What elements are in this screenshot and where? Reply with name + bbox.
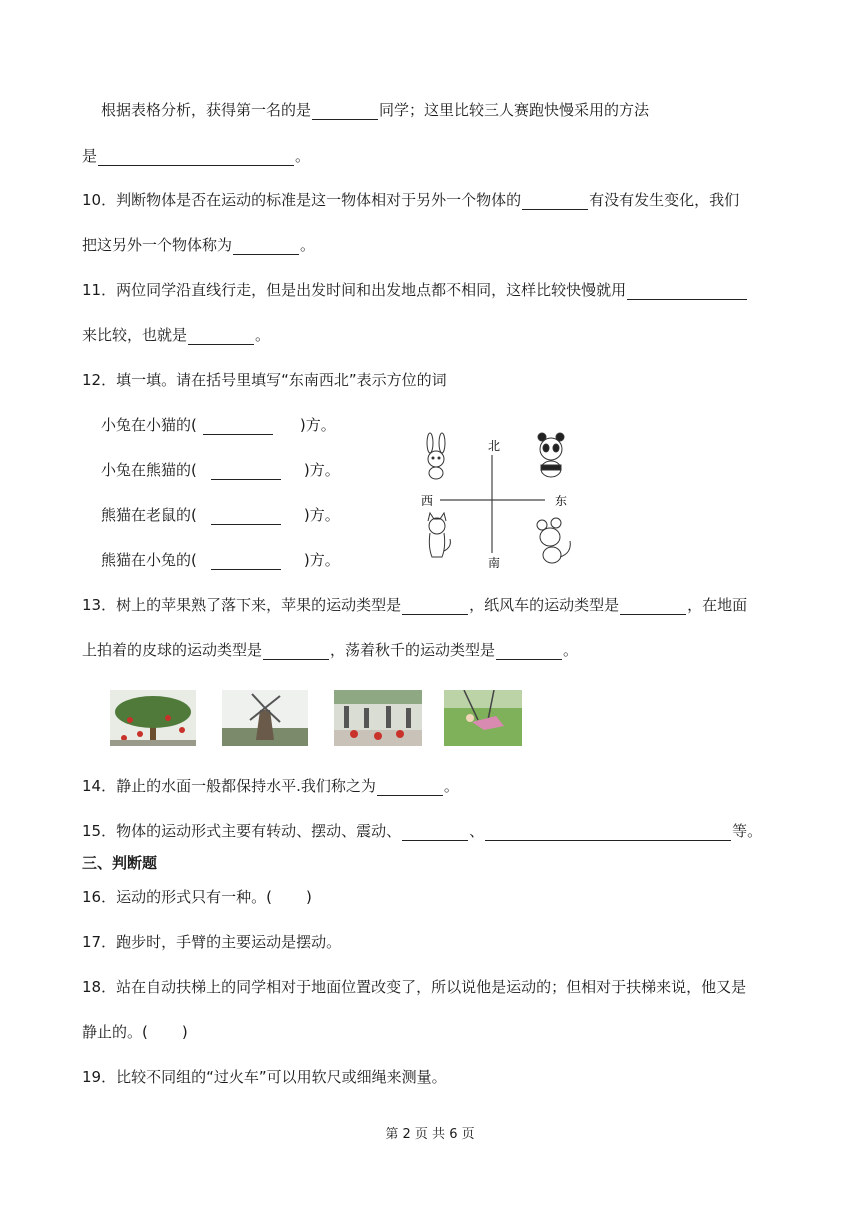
q17-line: 17．跑步时，手臂的主要运动是摆动。 bbox=[82, 933, 342, 951]
q15-text: 15．物体的运动形式主要有转动、摆动、震动、 bbox=[82, 822, 402, 840]
q10-text: 。 bbox=[300, 236, 316, 254]
q11-line-2 bbox=[82, 325, 270, 345]
q12-blank-3[interactable] bbox=[211, 508, 281, 525]
q9-line-2 bbox=[82, 146, 310, 166]
q10-blank-2[interactable] bbox=[233, 238, 299, 255]
q9-text: 同学；这里比较三人赛跑快慢采用的方法 bbox=[379, 101, 650, 119]
q16-line bbox=[82, 887, 312, 907]
compass-diagram bbox=[410, 425, 590, 575]
q13-text: ，荡着秋千的运动类型是 bbox=[330, 641, 496, 659]
q10-text: 把这另外一个物体称为 bbox=[82, 236, 233, 254]
q12-row-text: 熊猫在老鼠的( bbox=[101, 506, 197, 524]
west-label: 西 bbox=[420, 494, 434, 508]
q13-text: 。 bbox=[563, 641, 579, 659]
q13-blank-4[interactable] bbox=[496, 643, 562, 660]
rabbit-icon bbox=[427, 433, 445, 479]
q19-line: 19．比较不同组的“过火车”可以用软尺或细绳来测量。 bbox=[82, 1068, 447, 1086]
q12-title: 12．填一填。请在括号里填写“东南西北”表示方位的词 bbox=[82, 371, 447, 389]
q13-blank-3[interactable] bbox=[263, 643, 329, 660]
q13-text: 上拍着的皮球的运动类型是 bbox=[82, 641, 263, 659]
q9-blank-1[interactable] bbox=[312, 103, 378, 120]
q13-text: ，在地面 bbox=[687, 596, 748, 614]
q10-text: 有没有发生变化，我们 bbox=[589, 191, 740, 209]
q12-row-text: )方。 bbox=[303, 506, 340, 524]
apple-tree-photo bbox=[110, 690, 196, 746]
q11-text: 11．两位同学沿直线行走，但是出发时间和出发地点都不相同，这样比较快慢就用 bbox=[82, 281, 627, 299]
q12-row-text: )方。 bbox=[303, 461, 340, 479]
q11-text: 来比较，也就是 bbox=[82, 326, 188, 344]
q11-blank-1[interactable] bbox=[627, 283, 747, 300]
q12-row bbox=[101, 550, 340, 570]
page-footer: 第 2 页 共 6 页 bbox=[385, 1127, 475, 1142]
q12-blank-2[interactable] bbox=[211, 463, 281, 480]
q9-text: 根据表格分析，获得第一名的是 bbox=[101, 101, 312, 119]
q13-text: ，纸风车的运动类型是 bbox=[469, 596, 620, 614]
q13-line-1 bbox=[82, 595, 747, 615]
q12-row-text: )方。 bbox=[303, 551, 340, 569]
q18-line-1: 18．站在自动扶梯上的同学相对于地面位置改变了，所以说他是运动的；但相对于扶梯来说，他又是 bbox=[82, 978, 747, 996]
mouse-icon bbox=[537, 518, 570, 563]
cat-icon bbox=[428, 513, 450, 557]
q12-row-text: 熊猫在小兔的( bbox=[101, 551, 197, 569]
q13-blank-2[interactable] bbox=[620, 598, 686, 615]
section-heading: 三、判断题 bbox=[82, 854, 158, 872]
q16-text: ) bbox=[305, 888, 312, 906]
south-label: 南 bbox=[487, 556, 501, 570]
q15-blank-2[interactable] bbox=[485, 824, 731, 841]
q13-line-2 bbox=[82, 640, 578, 660]
q15-blank-1[interactable] bbox=[402, 824, 468, 841]
q9-text: 。 bbox=[295, 147, 311, 165]
q18-text: ) bbox=[181, 1023, 188, 1041]
q13-blank-1[interactable] bbox=[402, 598, 468, 615]
q14-text: 14．静止的水面一般都保持水平.我们称之为 bbox=[82, 777, 376, 795]
q12-blank-4[interactable] bbox=[211, 553, 281, 570]
windmill-photo bbox=[222, 690, 308, 746]
swing-photo bbox=[444, 690, 522, 746]
north-label: 北 bbox=[487, 439, 501, 453]
q15-text: 、 bbox=[469, 822, 485, 840]
q10-line-2 bbox=[82, 235, 315, 255]
q12-row-text: 小兔在小猫的( bbox=[101, 416, 197, 434]
q10-blank-1[interactable] bbox=[522, 193, 588, 210]
q16-text: 16．运动的形式只有一种。( bbox=[82, 888, 272, 906]
q13-text: 13．树上的苹果熟了落下来，苹果的运动类型是 bbox=[82, 596, 402, 614]
q12-row-text: )方。 bbox=[299, 416, 336, 434]
q9-line-1 bbox=[101, 100, 649, 120]
q11-line-1 bbox=[82, 280, 748, 300]
q12-row bbox=[101, 505, 340, 525]
q9-text: 是 bbox=[82, 147, 98, 165]
q15-line bbox=[82, 821, 762, 841]
q14-text: 。 bbox=[443, 777, 459, 795]
q18-line-2 bbox=[82, 1022, 188, 1042]
q12-row-text: 小兔在熊猫的( bbox=[101, 461, 197, 479]
bouncing-ball-photo bbox=[334, 690, 422, 746]
q11-blank-2[interactable] bbox=[188, 328, 254, 345]
panda-icon bbox=[538, 433, 564, 477]
q12-blank-1[interactable] bbox=[203, 418, 273, 435]
q18-text: 静止的。( bbox=[82, 1023, 148, 1041]
q9-blank-2[interactable] bbox=[98, 149, 294, 166]
q10-line-1 bbox=[82, 190, 739, 210]
q10-text: 10．判断物体是否在运动的标准是这一物体相对于另外一个物体的 bbox=[82, 191, 522, 209]
east-label: 东 bbox=[554, 494, 568, 508]
q12-row bbox=[101, 460, 340, 480]
q14-line bbox=[82, 776, 459, 796]
q11-text: 。 bbox=[255, 326, 271, 344]
q12-row bbox=[101, 415, 336, 435]
q15-text: 等。 bbox=[732, 822, 763, 840]
q14-blank[interactable] bbox=[377, 779, 443, 796]
